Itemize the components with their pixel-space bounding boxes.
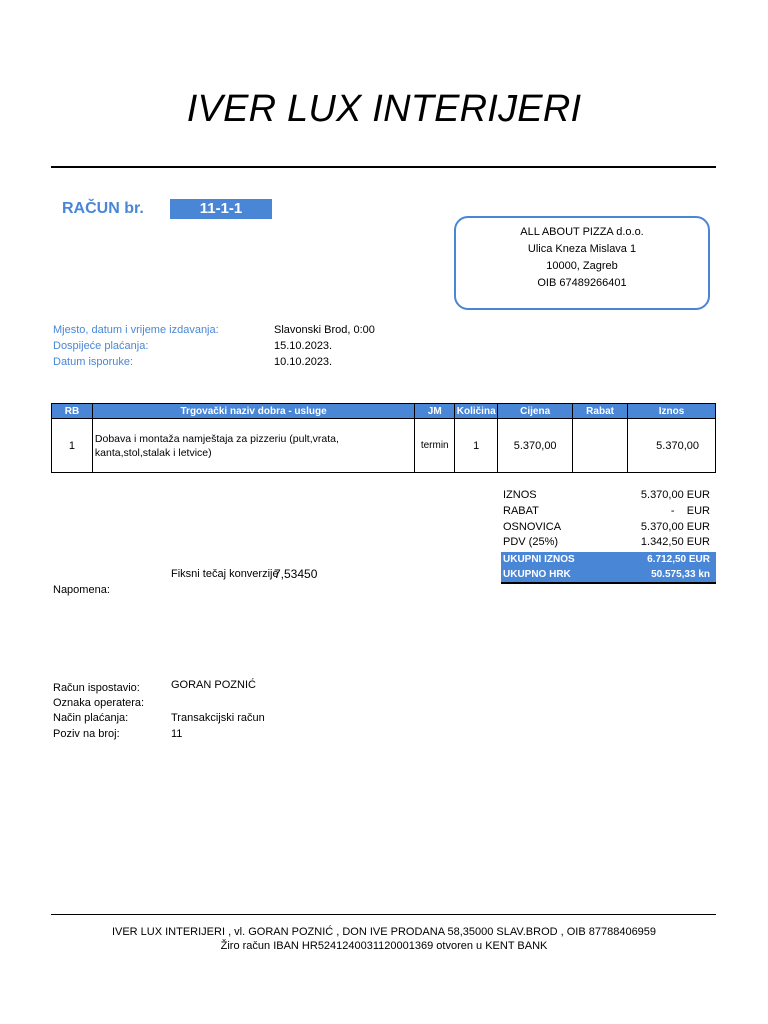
header-divider [51, 166, 716, 168]
buyer-address-box [454, 216, 710, 310]
col-header-unit: JM [415, 404, 455, 419]
base-value: 5.370,00 EUR [640, 521, 710, 533]
buyer-name: ALL ABOUT PIZZA d.o.o. [520, 226, 644, 238]
total-hrk-label: UKUPNO HRK [503, 569, 571, 580]
cell-discount [573, 419, 628, 473]
col-header-amount: Iznos [628, 404, 716, 419]
delivery-date-label: Datum isporuke: [53, 356, 134, 368]
footer-divider [51, 914, 716, 915]
col-header-description: Trgovački naziv dobra - usluge [92, 404, 414, 419]
invoice-number: 11-1-1 [170, 199, 272, 219]
buyer-city: 10000, Zagreb [546, 260, 618, 272]
conversion-value: 7,53450 [274, 567, 318, 581]
items-table [51, 403, 716, 473]
base-label: OSNOVICA [503, 521, 562, 533]
buyer-oib: OIB 67489266401 [537, 277, 627, 289]
invoice-label: RAČUN br. [62, 200, 144, 217]
col-header-discount: Rabat [573, 404, 628, 419]
cell-quantity: 1 [455, 419, 498, 473]
col-header-quantity: Količina [455, 404, 498, 419]
operator-label: Oznaka operatera: [53, 697, 145, 709]
discount-label: RABAT [503, 505, 539, 517]
grand-total-value: 6.712,50 EUR [647, 554, 710, 565]
due-date-label: Dospijeće plaćanja: [53, 340, 149, 352]
total-amount-value: 5.370,00 EUR [640, 489, 710, 501]
discount-value: - EUR [670, 505, 710, 517]
footer-company-line: IVER LUX INTERIJERI , vl. GORAN POZNIĆ , DON IVE PRODANA 58,35000 SLAV.BROD , OIB 87788406959 [111, 926, 657, 938]
due-date-value: 15.10.2023. [274, 340, 333, 352]
note-label: Napomena: [53, 584, 110, 596]
footer-bank-line: Žiro račun IBAN HR5241240031120001369 otvoren u KENT BANK [220, 940, 548, 952]
buyer-street: Ulica Kneza Mislava 1 [527, 243, 637, 255]
col-header-rb: RB [52, 404, 93, 419]
vat-value: 1.342,50 EUR [640, 536, 710, 548]
payment-method-label: Način plaćanja: [53, 712, 129, 724]
total-hrk-value: 50.575,33 kn [651, 569, 710, 580]
col-header-price: Cijena [498, 404, 573, 419]
company-title: IVER LUX INTERIJERI [186, 88, 582, 130]
table-row [52, 419, 716, 473]
issue-place-date-label: Mjesto, datum i vrijeme izdavanja: [53, 324, 219, 336]
issued-by-value: GORAN POZNIĆ [171, 679, 256, 691]
conversion-label: Fiksni tečaj konverzije [171, 568, 279, 580]
cell-unit: termin [415, 419, 455, 473]
vat-label: PDV (25%) [503, 536, 559, 548]
cell-rb: 1 [52, 419, 93, 473]
cell-description: Dobava i montaža namještaja za pizzeriu (pult,vrata, kanta,stol,stalak i letvice) [92, 419, 414, 473]
table-header-row [52, 404, 716, 419]
grand-total-label: UKUPNI IZNOS [503, 554, 575, 565]
issue-place-date-value: Slavonski Brod, 0:00 [274, 324, 375, 336]
payment-method-value: Transakcijski račun [171, 712, 265, 724]
issued-by-label: Račun ispostavio: [53, 682, 140, 694]
cell-amount: 5.370,00 [628, 419, 716, 473]
reference-label: Poziv na broj: [53, 728, 120, 740]
reference-value: 11 [171, 728, 183, 740]
cell-price: 5.370,00 [498, 419, 573, 473]
total-amount-label: IZNOS [503, 489, 537, 501]
delivery-date-value: 10.10.2023. [274, 356, 333, 368]
